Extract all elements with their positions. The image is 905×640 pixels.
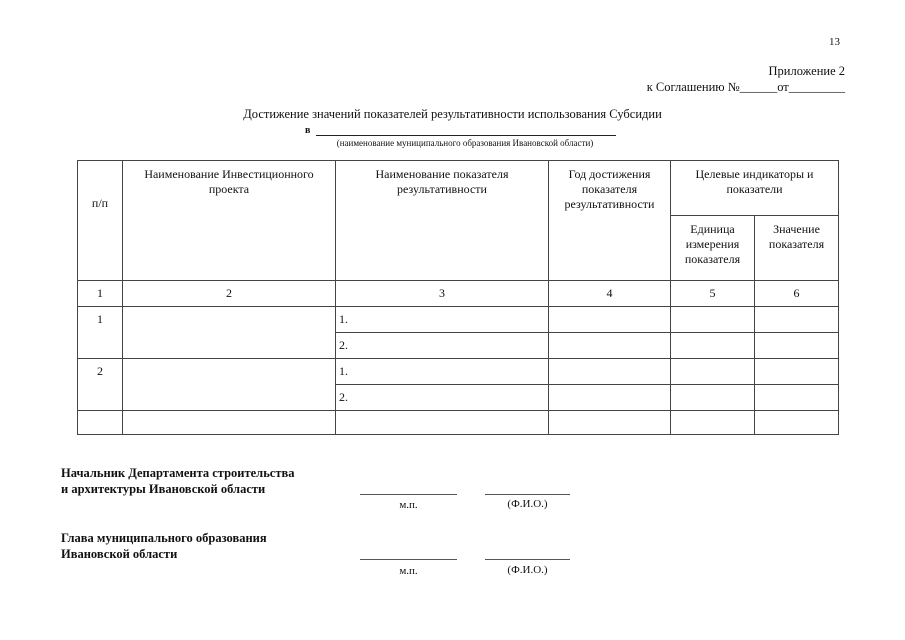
signatory-1-line2: и архитектуры Ивановской области	[61, 482, 266, 496]
signatory-2-line2: Ивановской области	[61, 547, 178, 561]
year-cell[interactable]	[549, 307, 671, 333]
col-number: 6	[755, 281, 839, 307]
signatory-1-seal-line	[360, 494, 457, 495]
value-cell[interactable]	[755, 333, 839, 359]
unit-cell[interactable]	[671, 385, 755, 411]
row-num: 1	[78, 307, 123, 359]
empty-cell[interactable]	[336, 411, 549, 435]
header-year: Год достижения показателя результативности	[549, 161, 671, 281]
empty-cell[interactable]	[755, 411, 839, 435]
empty-cell[interactable]	[549, 411, 671, 435]
indicator-cell[interactable]: 1.	[336, 307, 549, 333]
table-row	[78, 307, 839, 333]
signatory-2-line1: Глава муниципального образования	[61, 531, 267, 545]
page-number: 13	[829, 36, 840, 48]
unit-cell[interactable]	[671, 333, 755, 359]
signatory-2-seal-line	[360, 559, 457, 560]
header-unit: Единица измерения показателя	[671, 216, 755, 281]
document-title: Достижение значений показателей результативности использования Субсидии	[243, 107, 662, 121]
signatory-2-title	[61, 530, 267, 562]
municipality-caption: (наименование муниципального образования Ивановской области)	[336, 138, 594, 148]
project-cell[interactable]	[123, 359, 336, 411]
year-cell[interactable]	[549, 359, 671, 385]
header-targets: Целевые индикаторы и показатели	[671, 161, 839, 216]
municipality-fill-line	[316, 135, 616, 136]
col-number: 5	[671, 281, 755, 307]
empty-cell[interactable]	[123, 411, 336, 435]
indicators-table	[77, 160, 839, 435]
appendix-label: Приложение 2	[768, 64, 845, 78]
indicator-cell[interactable]: 2.	[336, 333, 549, 359]
signatory-1-mp: м.п.	[399, 499, 418, 511]
project-cell[interactable]	[123, 307, 336, 359]
agreement-label: к Соглашению №______от_________	[646, 80, 845, 94]
col-number: 4	[549, 281, 671, 307]
table-row-empty	[78, 411, 839, 435]
header-indicator: Наименование показателя результативности	[336, 161, 549, 281]
empty-cell[interactable]	[671, 411, 755, 435]
signatory-2-fio: (Ф.И.О.)	[507, 564, 548, 576]
inline-prefix: в	[305, 125, 311, 136]
table-row	[78, 359, 839, 385]
col-number: 3	[336, 281, 549, 307]
unit-cell[interactable]	[671, 307, 755, 333]
signatory-1-title	[61, 465, 295, 497]
year-cell[interactable]	[549, 385, 671, 411]
row-num: 2	[78, 359, 123, 411]
year-cell[interactable]	[549, 333, 671, 359]
col-number: 2	[123, 281, 336, 307]
empty-cell[interactable]	[78, 411, 123, 435]
col-number: 1	[78, 281, 123, 307]
signatory-2-name-line	[485, 559, 570, 560]
signatory-1-line1: Начальник Департамента строительства	[61, 466, 295, 480]
value-cell[interactable]	[755, 385, 839, 411]
unit-cell[interactable]	[671, 359, 755, 385]
signatory-1-name-line	[485, 494, 570, 495]
header-num: п/п	[78, 161, 123, 281]
value-cell[interactable]	[755, 307, 839, 333]
signatory-2-mp: м.п.	[399, 565, 418, 577]
value-cell[interactable]	[755, 359, 839, 385]
indicator-cell[interactable]: 1.	[336, 359, 549, 385]
indicator-cell[interactable]: 2.	[336, 385, 549, 411]
header-project: Наименование Инвестиционного проекта	[123, 161, 336, 281]
signatory-1-fio: (Ф.И.О.)	[507, 498, 548, 510]
header-value: Значение показателя	[755, 216, 839, 281]
